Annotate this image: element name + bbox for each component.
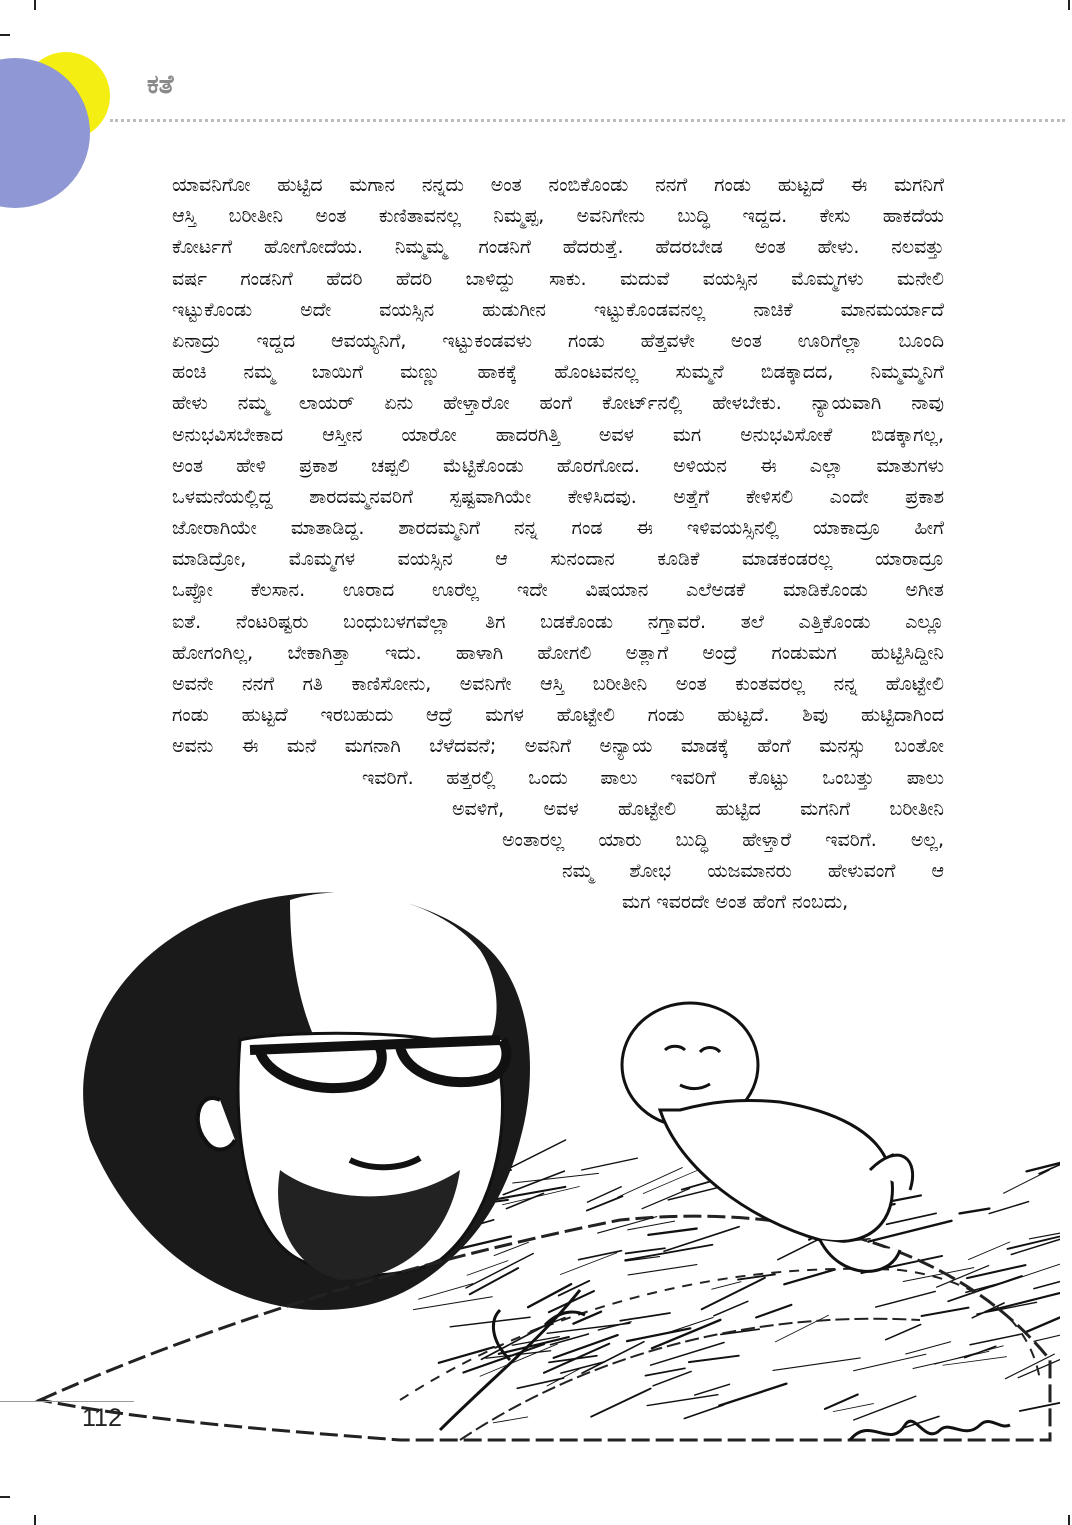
crop-mark <box>34 1515 36 1525</box>
story-line: ಇವರಿಗೆ. ಹತ್ತರಲ್ಲಿ ಒಂದು ಪಾಲು ಇವರಿಗೆ ಕೊಟ್ಟು ಒಂಬತ್ತು ಪಾಲು <box>362 766 944 789</box>
story-body <box>172 170 944 919</box>
story-line: ಯಾವನಿಗೋ ಹುಟ್ಟಿದ ಮಗಾನ ನನ್ನದು ಅಂತ ನಂಬಿಕೊಂಡು ನನಗೆ ಗಂಡು ಹುಟ್ಟದೆ ಈ ಮಗನಿಗೆ <box>172 174 944 196</box>
crop-mark <box>0 34 10 36</box>
story-line: ವರ್ಷ ಗಂಡನಿಗೆ ಹೆದರಿ ಹೆದರಿ ಬಾಳಿದ್ದು ಸಾಕು. ಮದುವೆ ವಯಸ್ಸಿನ ಮೊಮ್ಮಗಳು ಮನೇಲಿ <box>172 267 944 290</box>
page-number: 112 <box>82 1404 122 1432</box>
story-line: ಆಸ್ತಿ ಬರೀತೀನಿ ಅಂತ ಕುಣಿತಾವನಲ್ಲ ನಿಮ್ಮಪ್ಪ, ಅವನಿಗೇನು ಬುದ್ಧಿ ಇದ್ದದ. ಕೇಸು ಹಾಕದೆಯ <box>172 205 944 228</box>
story-line: ಅವನೇ ನನಗೆ ಗತಿ ಕಾಣಿಸೋನು, ಅವನಿಗೇ ಆಸ್ತಿ ಬರೀತೀನಿ ಅಂತ ಕುಂತವರಲ್ಲ ನನ್ನ ಹೊಟ್ಟೇಲಿ <box>172 673 944 695</box>
baby-icon <box>622 1003 913 1271</box>
story-line: ನಮ್ಮ ಶೋಭ ಯಜಮಾನರು ಹೇಳುವಂಗೆ ಆ <box>562 860 944 883</box>
story-line: ಒಳಮನೆಯಲ್ಲಿದ್ದ ಶಾರದಮ್ಮನವರಿಗೆ ಸ್ಪಷ್ಟವಾಗಿಯೇ ಕೇಳಿಸಿದವು. ಅತ್ತೆಗೆ ಕೇಳಿಸಲಿ ಎಂದೇ ಪ್ರಕಾಶ <box>172 485 944 508</box>
crop-mark <box>0 1496 10 1498</box>
story-line: ಐತೆ. ನೆಂಟರಿಷ್ಟರು ಬಂಧುಬಳಗವೆಲ್ಲಾ ತಿಗ ಬಡಕೊಂಡು ನಗ್ತಾವರೆ. ತಲೆ ಎತ್ತಿಕೊಂಡು ಎಲ್ಲೂ <box>172 610 944 633</box>
crop-mark <box>1068 0 1070 10</box>
story-line: ಕೋರ್ಟಗೆ ಹೋಗೋದೆಯ. ನಿಮ್ಮಮ್ಮ ಗಂಡನಿಗೆ ಹೆದರುತ್ತೆ. ಹೆದರಬೇಡ ಅಂತ ಹೇಳು. ನಲವತ್ತು <box>172 236 944 259</box>
story-line: ಮಾಡಿದ್ರೋ, ಮೊಮ್ಮಗಳ ವಯಸ್ಸಿನ ಆ ಸುನಂದಾನ ಕೂಡಿಕೆ ಮಾಡಕಂಡರಲ್ಲ ಯಾರಾದ್ರೂ <box>172 548 944 571</box>
story-line: ಮಗ ಇವರದೇ ಅಂತ ಹೆಂಗೆ ನಂಬದು, <box>622 891 849 914</box>
story-line: ಅವಳಿಗೆ, ಅವಳ ಹೊಟ್ಟೇಲಿ ಹುಟ್ಟಿದ ಮಗನಿಗೆ ಬರೀತೀನಿ <box>452 797 944 820</box>
story-line: ಗಂಡು ಹುಟ್ಟದೆ ಇರಬಹುದು ಆದ್ರೆ ಮಗಳ ಹೊಟ್ಟೇಲಿ ಗಂಡು ಹುಟ್ಟದೆ. ಶಿವು ಹುಟ್ಟಿದಾಗಿಂದ <box>172 704 944 727</box>
artist-signature-icon <box>850 1421 1010 1440</box>
story-line: ಹೇಳು ನಮ್ಮ ಲಾಯರ್ ಏನು ಹೇಳ್ತಾರೋ ಹಂಗೆ ಕೋರ್ಟ್‌ನಲ್ಲಿ ಹೇಳಬೇಕು. ನ್ಯಾಯವಾಗಿ ನಾವು <box>172 392 944 415</box>
story-line: ಒಪ್ಪೋ ಕೆಲಸಾನ. ಊರಾದ ಊರೆಲ್ಲ ಇದೇ ವಿಷಯಾನ ಎಲೆಅಡಕೆ ಮಾಡಿಕೊಂಡು ಅಗೀತ <box>172 579 944 602</box>
dotted-divider <box>110 119 1065 122</box>
story-line: ಹಂಚಿ ನಮ್ಮ ಬಾಯಿಗೆ ಮಣ್ಣು ಹಾಕಕ್ಕೆ ಹೊಂಟವನಲ್ಲ ಸುಮ್ಮನೆ ಬಿಡಕ್ಕಾದದ, ನಿಮ್ಮಮ್ಮನಿಗೆ <box>172 361 944 384</box>
story-line: ಅಂತಾರಲ್ಲ ಯಾರು ಬುದ್ಧಿ ಹೇಳ್ತಾರೆ ಇವರಿಗೆ. ಅಲ್ಲ, <box>502 828 944 851</box>
story-line: ಅವನು ಈ ಮನೆ ಮಗನಾಗಿ ಬೆಳೆದವನೆ; ಅವನಿಗೆ ಅನ್ಯಾಯ ಮಾಡಕ್ಕೆ ಹೆಂಗೆ ಮನಸ್ಸು ಬಂತೋ <box>172 735 944 758</box>
story-line: ಅನುಭವಿಸಬೇಕಾದ ಆಸ್ತೀನ ಯಾರೋ ಹಾದರಗಿತ್ತಿ ಅವಳ ಮಗ ಅನುಭವಿಸೋಕೆ ಬಿಡಕ್ಕಾಗಲ್ಲ, <box>172 423 944 446</box>
section-title: ಕತೆ <box>147 70 174 100</box>
crop-mark <box>1068 1515 1070 1525</box>
story-line: ಜೋರಾಗಿಯೇ ಮಾತಾಡಿದ್ದ. ಶಾರದಮ್ಮನಿಗೆ ನನ್ನ ಗಂಡ ಈ ಇಳಿವಯಸ್ಸಿನಲ್ಲಿ ಯಾಕಾದ್ರೂ ಹೀಗೆ <box>172 517 944 540</box>
story-line: ಏನಾದ್ರು ಇದ್ದದ ಆವಯ್ಯನಿಗೆ, ಇಟ್ಟುಕಂಡವಳು ಗಂಡು ಹೆತ್ತವಳೇ ಅಂತ ಊರಿಗೆಲ್ಲಾ ಬೂಂದಿ <box>172 329 944 352</box>
man-and-baby-illustration <box>20 840 1060 1470</box>
story-line: ಹೋಗಂಗಿಲ್ಲ, ಬೇಕಾಗಿತ್ತಾ ಇದು. ಹಾಳಾಗಿ ಹೋಗಲಿ ಅತ್ಲಾಗೆ ಅಂದ್ರೆ ಗಂಡುಮಗ ಹುಟ್ಟಿಸಿದ್ದೀನಿ <box>172 641 944 664</box>
crop-mark <box>34 0 36 10</box>
story-line: ಇಟ್ಟುಕೊಂಡು ಅದೇ ವಯಸ್ಸಿನ ಹುಡುಗೀನ ಇಟ್ಟುಕೊಂಡವನಲ್ಲ ನಾಚಿಕೆ ಮಾನಮರ್ಯಾದೆ <box>172 298 944 321</box>
story-line: ಅಂತ ಹೇಳಿ ಪ್ರಕಾಶ ಚಪ್ಪಲಿ ಮೆಟ್ಟಿಕೊಂಡು ಹೊರಗೋದ. ಅಳಿಯನ ಈ ಎಲ್ಲಾ ಮಾತುಗಳು <box>172 454 944 477</box>
page-number-rule <box>0 1401 134 1402</box>
